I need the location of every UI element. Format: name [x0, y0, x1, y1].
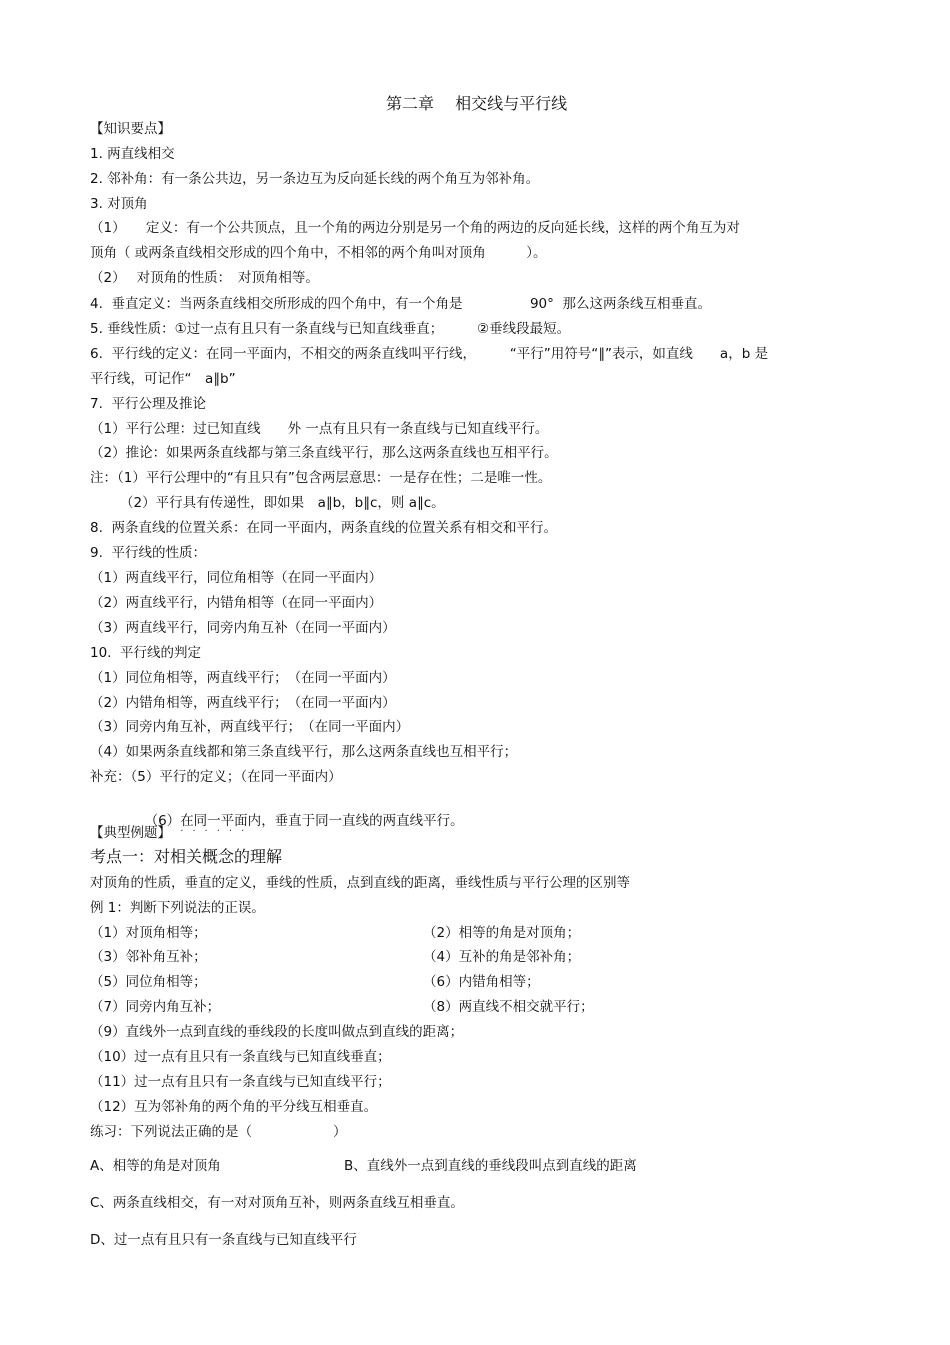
note-2: （2）平行具有传递性，即如果 a∥b，b∥c，则 a∥c。 [120, 495, 445, 511]
supplement-2-emphasis: 在同一平面内 [180, 813, 262, 829]
emphasis-dotted [180, 813, 262, 837]
item-10: （10）过一点有且只有一条直线与已知直线垂直； [90, 1049, 391, 1065]
point-3: 3. 对顶角 [90, 196, 148, 212]
point-4: 4. 垂直定义：当两条直线相交所形成的四个角中，有一个角是 90° 那么这两条线互相垂直。 [90, 296, 711, 312]
item-11: （11）过一点有且只有一条直线与已知直线平行； [90, 1074, 391, 1090]
item-right-2: （4）互补的角是邻补角； [423, 949, 581, 965]
point-7: 7. 平行公理及推论 [90, 396, 206, 412]
point-1: 1. 两直线相交 [90, 146, 175, 162]
option-d: D、过一点有且只有一条直线与已知直线平行 [90, 1232, 357, 1248]
option-c: C、两条直线相交，有一对对顶角互补，则两条直线互相垂直。 [90, 1195, 464, 1211]
point-6a: 6. 平行线的定义：在同一平面内，不相交的两条直线叫平行线， “平行”用符号“∥”表示，如直线 a，b 是 [90, 346, 769, 362]
supplement-2 [136, 794, 464, 837]
point-10-1: （1）同位角相等，两直线平行； （在同一平面内） [90, 670, 396, 686]
point-10-2: （2）内错角相等，两直线平行； （在同一平面内） [90, 695, 396, 711]
note-1: 注：（1）平行公理中的“有且只有”包含两层意思：一是存在性；二是唯一性。 [90, 470, 552, 486]
page-title: 第二章 相交线与平行线 [386, 94, 568, 113]
section-heading-points: 【知识要点】 [90, 121, 171, 137]
point-7-1: （1）平行公理：过已知直线 外 一点有且只有一条直线与已知直线平行。 [90, 421, 549, 437]
item-left-1: （1）对顶角相等； [90, 925, 207, 941]
section-heading-examples: 【典型例题】 [90, 825, 171, 841]
supplement-1: 补充：（5）平行的定义；（在同一平面内） [90, 769, 342, 785]
point-5: 5. 垂线性质：①过一点有且只有一条直线与已知直线垂直； ②垂线段最短。 [90, 321, 571, 337]
item-right-4: （8）两直线不相交就平行； [423, 999, 594, 1015]
point-8: 8. 两条直线的位置关系：在同一平面内，两条直线的位置关系有相交和平行。 [90, 520, 557, 536]
point-9-3: （3）两直线平行，同旁内角互补（在同一平面内） [90, 620, 396, 636]
point-9-2: （2）两直线平行，内错角相等（在同一平面内） [90, 595, 383, 611]
option-a: A、相等的角是对顶角 [90, 1158, 221, 1174]
item-left-3: （5）同位角相等； [90, 974, 207, 990]
point-9: 9. 平行线的性质： [90, 545, 206, 561]
emphasis-dots-decoration: ······ [180, 826, 254, 837]
item-left-2: （3）邻补角互补； [90, 949, 207, 965]
item-right-3: （6）内错角相等； [423, 974, 540, 990]
item-9: （9）直线外一点到直线的垂线段的长度叫做点到直线的距离； [90, 1024, 464, 1040]
point-6b: 平行线，可记作“ a∥b” [90, 371, 236, 387]
kaodian-heading: 考点一：对相关概念的理解 [90, 847, 283, 866]
point-2: 2. 邻补角：有一条公共边，另一条边互为反向延长线的两个角互为邻补角。 [90, 171, 540, 187]
example-1-heading: 例 1：判断下列说法的正误。 [90, 900, 265, 916]
point-10: 10. 平行线的判定 [90, 645, 202, 661]
supplement-2-prefix: （6） [144, 813, 181, 829]
point-3-1a: （1） 定义：有一个公共顶点，且一个角的两边分别是另一个角的两边的反向延长线，这样的两个角互为对 [90, 220, 740, 236]
item-12: （12）互为邻补角的两个角的平分线互相垂直。 [90, 1099, 378, 1115]
point-7-2: （2）推论：如果两条直线都与第三条直线平行，那么这两条直线也互相平行。 [90, 445, 558, 461]
kaodian-description: 对顶角的性质，垂直的定义，垂线的性质，点到直线的距离，垂线性质与平行公理的区别等 [90, 875, 630, 891]
point-9-1: （1）两直线平行，同位角相等（在同一平面内） [90, 570, 383, 586]
point-3-1b: 顶角（ 或两条直线相交形成的四个角中，不相邻的两个角叫对顶角 ）。 [90, 245, 547, 261]
item-left-4: （7）同旁内角互补； [90, 999, 221, 1015]
practice-question: 练习：下列说法正确的是（ ） [90, 1124, 347, 1140]
item-right-1: （2）相等的角是对顶角； [423, 925, 581, 941]
supplement-2-suffix: ，垂直于同一直线的两直线平行。 [261, 813, 464, 829]
option-b: B、直线外一点到直线的垂线段叫点到直线的距离 [344, 1158, 637, 1174]
point-10-4: （4）如果两条直线都和第三条直线平行，那么这两条直线也互相平行； [90, 744, 518, 760]
point-3-2: （2） 对顶角的性质： 对顶角相等。 [90, 270, 319, 286]
point-10-3: （3）同旁内角互补，两直线平行； （在同一平面内） [90, 719, 410, 735]
